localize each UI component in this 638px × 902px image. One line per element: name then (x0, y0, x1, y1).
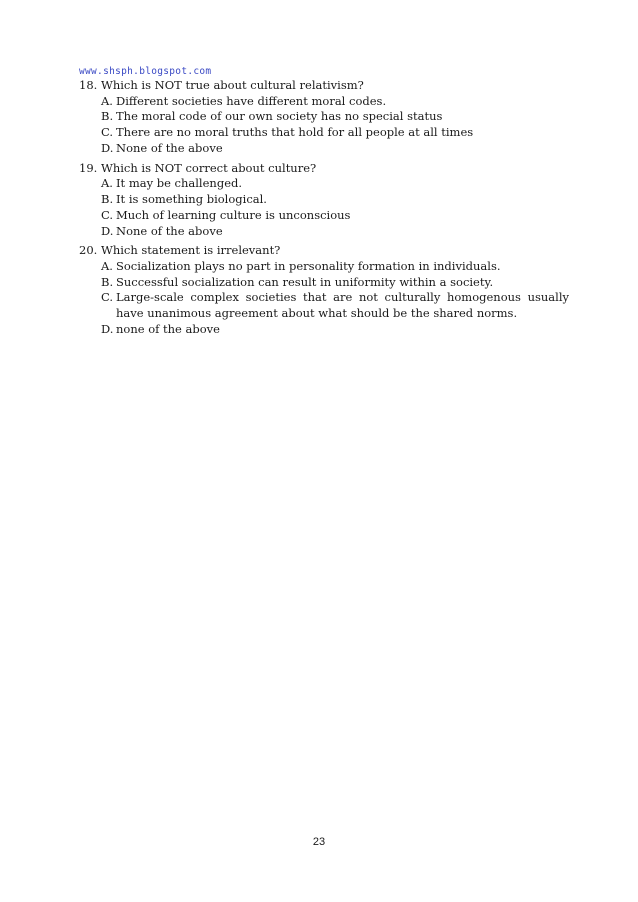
option-b (79, 192, 569, 208)
option-b (79, 275, 569, 291)
option-letter: D. (101, 140, 114, 155)
option-c (79, 290, 569, 322)
option-c (79, 125, 569, 141)
option-a (79, 259, 569, 275)
option-d (79, 322, 569, 338)
option-text: Much of learning culture is unconscious (116, 207, 351, 222)
question-text: Which statement is irrelevant? (101, 243, 281, 258)
option-text: Successful socialization can result in uniformity within a society. (116, 274, 494, 289)
option-letter: D. (101, 223, 114, 238)
option-text: Socialization plays no part in personality formation in individuals. (116, 258, 501, 273)
option-a (79, 176, 569, 192)
option-text: None of the above (116, 140, 223, 155)
option-d (79, 141, 569, 157)
option-letter: D. (101, 322, 114, 337)
question-19 (79, 160, 569, 240)
question-18 (79, 77, 569, 157)
option-list (79, 176, 569, 239)
option-list (79, 259, 569, 338)
option-text: none of the above (116, 322, 220, 337)
option-letter: C. (101, 290, 114, 305)
option-text: There are no moral truths that hold for all people at all times (116, 125, 474, 140)
option-letter: A. (101, 93, 113, 108)
page-number: 23 (312, 836, 326, 848)
option-letter: B. (101, 274, 114, 289)
watermark-link[interactable]: www.shsph.blogspot.com (79, 66, 212, 77)
option-text: It may be challenged. (116, 176, 243, 191)
question-number: 19. (79, 160, 98, 175)
option-text: It is something biological. (116, 191, 267, 206)
option-letter: C. (101, 207, 114, 222)
question-stem (79, 160, 569, 177)
option-text: None of the above (116, 223, 223, 238)
question-stem (79, 77, 569, 94)
option-d (79, 224, 569, 240)
question-number: 20. (79, 243, 98, 258)
option-text: The moral code of our own society has no special status (116, 109, 443, 124)
option-letter: A. (101, 258, 113, 273)
option-letter: B. (101, 191, 114, 206)
option-b (79, 109, 569, 125)
question-list (79, 77, 569, 341)
question-stem (79, 242, 569, 259)
option-list (79, 94, 569, 157)
option-a (79, 94, 569, 110)
option-letter: A. (101, 176, 113, 191)
option-letter: B. (101, 109, 114, 124)
option-c (79, 208, 569, 224)
question-20 (79, 242, 569, 337)
question-text: Which is NOT correct about culture? (101, 160, 317, 175)
option-text: Different societies have different moral codes. (116, 93, 387, 108)
question-number: 18. (79, 78, 98, 92)
option-text: Large-scale complex societies that are not culturally homogenous usually have unanimous agreement about what should be the shared norms. (116, 290, 569, 321)
option-letter: C. (101, 125, 114, 140)
question-text: Which is NOT true about cultural relativism? (101, 78, 364, 92)
